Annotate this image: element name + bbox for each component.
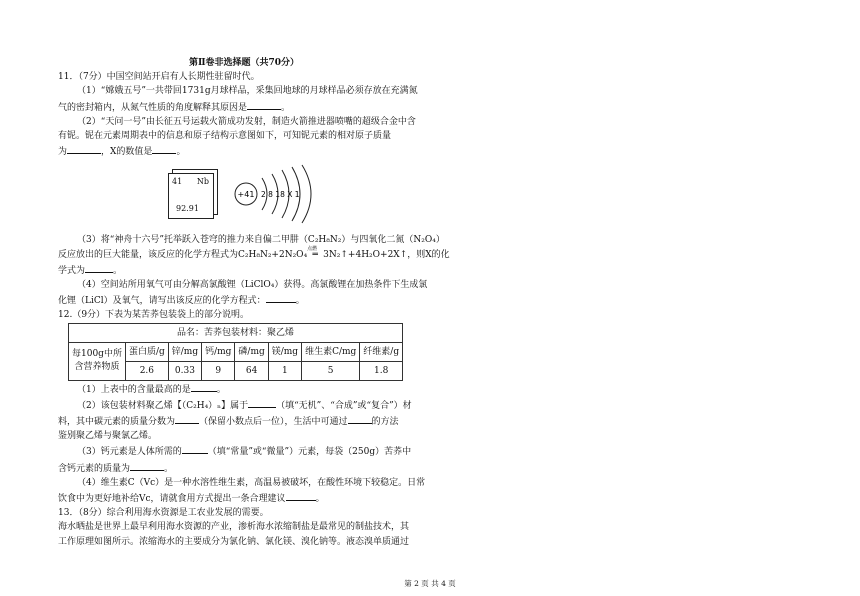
reaction-condition: 点燃 bbox=[307, 245, 318, 252]
answer-blank bbox=[67, 143, 101, 154]
column-header: 锌/mg bbox=[168, 342, 201, 361]
table-cell: 5 bbox=[302, 361, 360, 380]
table-cell: 1 bbox=[268, 361, 301, 380]
table-cell: 2.6 bbox=[125, 361, 168, 380]
row-header: 每100g中所 含营养物质 bbox=[69, 342, 126, 380]
answer-blank bbox=[130, 460, 164, 471]
table-cell: 64 bbox=[235, 361, 268, 380]
electron-shells: 2 8 18 X 1 bbox=[261, 190, 300, 200]
column-header: 磷/mg bbox=[235, 342, 268, 361]
column-header: 镁/mg bbox=[268, 342, 301, 361]
table-cell: 1.8 bbox=[360, 361, 403, 380]
atomic-number: 41 bbox=[172, 177, 183, 187]
q11-p2b: 有铌。铌在元素周期表中的信息和原子结构示意图如下，可知铌元素的相对原子质量 bbox=[58, 131, 392, 142]
niobium-figure bbox=[58, 159, 430, 233]
q11-p4b: 化锂（LiCl）及氧气，请写出该反应的化学方程式： bbox=[58, 296, 266, 307]
q11-p2d: ，X的数值是 bbox=[101, 147, 153, 158]
q11-p2c: 为 bbox=[58, 147, 68, 158]
q12-p3c: 含钙元素的质量为 bbox=[58, 463, 131, 474]
q12-p2c: 料，其中碳元素的质量分数为 bbox=[58, 417, 176, 428]
q12-p1: （1）上表中的含量最高的是 bbox=[77, 384, 191, 395]
atom-structure-diagram bbox=[232, 164, 322, 228]
q13-stem: 13．（8分）综合利用海水资源是工农业发展的需要。 bbox=[58, 508, 269, 519]
q12-p2e: 的方法 bbox=[371, 417, 399, 428]
q11-p1a: （1）“嫦娥五号”一共带回1731g月球样品，采集回地球的月球样品必须存放在充满氮 bbox=[77, 86, 418, 97]
answer-blank bbox=[286, 490, 316, 501]
q12-p2b: （填“无机”、“合成”或“复合”）材 bbox=[276, 400, 412, 411]
q12-p2a: （2）该包装材料聚乙烯【（C₂H₄）ₙ】属于 bbox=[77, 400, 249, 411]
column-header: 纤维素/g bbox=[360, 342, 403, 361]
q12-p4b: 饮食中为更好地补给Vc，请就食用方式提出一条合理建议 bbox=[58, 494, 286, 505]
q11-p3d: 学式为 bbox=[58, 265, 86, 276]
atomic-mass: 92.91 bbox=[176, 204, 199, 214]
q12-p4a: （4）维生素C（Vc）是一种水溶性维生素，高温易被破坏，在酸性环境下较稳定。日常 bbox=[77, 477, 426, 488]
q11-p3a: （3）将“神舟十六号”托举跃入苍穹的推力来自偏二甲肼（C₂H₈N₂）与四氧化二氮（N₂O₄） bbox=[77, 235, 445, 246]
reaction-equals-sign: ═ bbox=[312, 249, 318, 260]
answer-blank bbox=[266, 292, 296, 303]
q11-p3b: 反应放出的巨大能量，该反应的化学方程式为C₂H₈N₂+2N₂O₄ bbox=[58, 249, 308, 260]
answer-blank bbox=[248, 397, 276, 408]
q11-p2a: （2）“天问一号”由长征五号运载火箭成功发射，制造火箭推进器喷嘴的超级合金中含 bbox=[77, 116, 416, 127]
q11-p3c: 3N₂↑+4H₂O+2X↑，则X的化 bbox=[323, 249, 450, 260]
answer-blank bbox=[152, 143, 176, 154]
nutrition-table bbox=[68, 323, 403, 381]
answer-blank bbox=[191, 381, 217, 392]
column-header: 蛋白质/g bbox=[125, 342, 168, 361]
answer-blank bbox=[175, 413, 199, 424]
q13-p2: 工作原理如图所示。浓缩海水的主要成分为氯化钠、氯化镁、溴化钠等。液态溴单质通过 bbox=[58, 536, 410, 547]
element-card bbox=[168, 173, 214, 219]
q12-p3a: （3）钙元素是人体所需的 bbox=[77, 447, 182, 458]
left-column: 第Ⅱ卷非选择题（共70分） 11．（7分）中国空间站开启有人长期性驻留时代。 （1）“嫦娥五号”一共带回1731g月球样品，采集回地球的月球样品必须存放在充满氮 气的密封箱内，从氮气性质的角度解释其原因是 。 （2）“天问一号”由长征五号运载火箭成功发射，制造火箭推进器喷嘴的超级合金中含 有铌。铌在元素周期表中的信息和原子结构示意图如下，可知铌元素的相对原子质量 为 ，X的数值是 。 41 Nb 92.91 +41 2 8 18 X 1 （3）将“神舟十六号”托举跃入苍穹的推力来自偏二甲肼（C₂H₈N₂）与四氧化二氮（N₂O₄） 反应放出的巨大能量，该反应的化学方程式为C₂H₈N₂+2N₂O₄ 点燃 ═ 3N₂↑+4H₂O+2X↑，则X的化 学式为 。 （4）空间站所用氧气可由分解高氯酸锂（LiClO₄）获得。高氯酸锂在加热条件下生成氯 化锂（LiCl）及氧气，请写出该反应的化学方程式： 。 12.（9分）下表为某苦荞包装袋上的部分说明。 品名：苦荞包装材料：聚乙烯 每100g中所 含营养物质 蛋白质/g 锌/mg 钙/mg 磷/mg 镁/mg 维生素C/mg 纤维素/g 2.6 0.33 9 64 1 5 1.8 （1）上表中的含量最高的是 。 （2）该包装材料聚乙烯【（C₂H₄）ₙ】属于 （填“无机”、“合成”或“复合”）材 料，其中碳元素的质量分数为 （保留小数点后一位），生活中可通过 的方法 鉴别聚乙烯与聚氯乙烯。 （3）钙元素是人体所需的 （填“常量”或“微量”）元素，每袋（250g）苦荞中 含钙元素的质量为 。 （4）维生素C（Vc）是一种水溶性维生素，高温易被破坏，在酸性环境下较稳定。日常 饮食中为更好地补给Vc，请就食用方式提出一条合理建议 。 13．（8分）综合利用海水资源是工农业发展的需要。 海水晒盐是世界上最早利用海水资源的产业，渗析海水浓缩制盐是最常见的制盐技术，其 工作原理如图所示。浓缩海水的主要成分为氯化钠、氯化镁、溴化钠等。液态溴单质通过 bbox=[58, 56, 430, 549]
q12-p3b: （填“常量”或“微量”）元素，每袋（250g）苦荞中 bbox=[207, 447, 412, 458]
table-cell: 0.33 bbox=[168, 361, 201, 380]
table-cell: 9 bbox=[202, 361, 235, 380]
q13-p1: 海水晒盐是世界上最早利用海水资源的产业，渗析海水浓缩制盐是最常见的制盐技术，其 bbox=[58, 522, 410, 533]
answer-blank bbox=[247, 99, 281, 110]
answer-blank bbox=[348, 413, 372, 424]
page-footer: 第 2 页 共 4 页 bbox=[404, 579, 456, 588]
column-header: 钙/mg bbox=[202, 342, 235, 361]
element-symbol: Nb bbox=[196, 177, 209, 187]
table-title: 品名：苦荞包装材料：聚乙烯 bbox=[69, 323, 403, 342]
q12-p2d: （保留小数点后一位），生活中可通过 bbox=[199, 417, 348, 428]
nucleus-charge: +41 bbox=[237, 190, 255, 200]
answer-blank bbox=[85, 262, 113, 273]
section-title: 第Ⅱ卷非选择题（共70分） bbox=[188, 58, 300, 68]
q12-stem: 12.（9分）下表为某苦荞包装袋上的部分说明。 bbox=[58, 310, 250, 321]
q11-p4a: （4）空间站所用氧气可由分解高氯酸锂（LiClO₄）获得。高氯酸锂在加热条件下生成氯 bbox=[77, 280, 428, 291]
column-header: 维生素C/mg bbox=[302, 342, 360, 361]
q11-stem: 11．（7分）中国空间站开启有人长期性驻留时代。 bbox=[58, 72, 260, 83]
answer-blank bbox=[182, 443, 208, 454]
q11-p1b: 气的密封箱内，从氮气性质的角度解释其原因是 bbox=[58, 102, 248, 113]
q12-p2f: 鉴别聚乙烯与聚氯乙烯。 bbox=[58, 431, 158, 442]
